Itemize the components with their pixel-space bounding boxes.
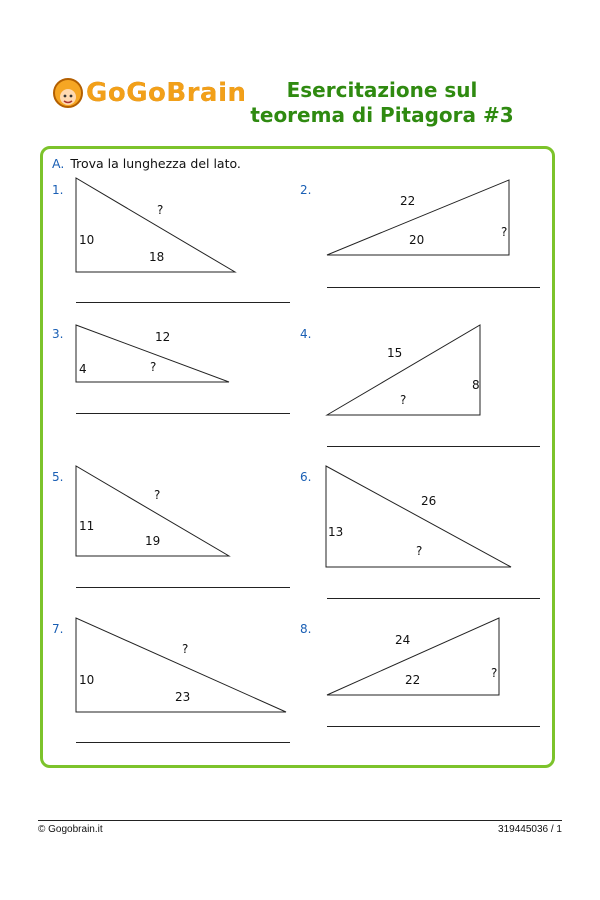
triangle-1-label-vertical: 10 bbox=[79, 233, 95, 247]
problem-number-6: 6. bbox=[300, 470, 312, 484]
triangle-1-label-hypotenuse: ? bbox=[157, 203, 164, 217]
problem-number-3: 3. bbox=[52, 327, 64, 341]
triangle-7-label-hypotenuse: ? bbox=[182, 642, 189, 656]
triangle-5-label-vertical: 11 bbox=[79, 519, 95, 533]
answer-line-5[interactable] bbox=[76, 587, 290, 588]
triangle-5-label-hypotenuse: ? bbox=[154, 488, 161, 502]
problem-number-1: 1. bbox=[52, 183, 64, 197]
footer-page-id: 319445036 / 1 bbox=[498, 824, 562, 835]
triangle-2-label-vertical: ? bbox=[501, 225, 508, 239]
problem-number-2: 2. bbox=[300, 183, 312, 197]
instruction-text: Trova la lunghezza del lato. bbox=[70, 156, 241, 171]
triangle-7-label-base: 23 bbox=[175, 690, 191, 704]
triangle-2-label-base: 20 bbox=[409, 233, 425, 247]
answer-line-4[interactable] bbox=[327, 446, 540, 447]
triangle-6-label-base: ? bbox=[416, 544, 423, 558]
triangle-6-label-hypotenuse: 26 bbox=[421, 494, 437, 508]
answer-line-8[interactable] bbox=[327, 726, 540, 727]
triangle-2-label-hypotenuse: 22 bbox=[400, 194, 416, 208]
footer-copyright: © Gogobrain.it bbox=[38, 824, 103, 835]
problem-number-7: 7. bbox=[52, 622, 64, 636]
answer-line-7[interactable] bbox=[76, 742, 290, 743]
answer-line-3[interactable] bbox=[76, 413, 290, 414]
title-line-1: Esercitazione sul bbox=[286, 78, 478, 102]
triangle-8-label-base: 22 bbox=[405, 673, 421, 687]
answer-line-2[interactable] bbox=[327, 287, 540, 288]
answer-line-6[interactable] bbox=[327, 598, 540, 599]
triangle-5-label-base: 19 bbox=[145, 534, 161, 548]
triangle-4-label-hypotenuse: 15 bbox=[387, 346, 403, 360]
triangle-4-label-vertical: 8 bbox=[472, 378, 480, 392]
triangle-3-label-vertical: 4 bbox=[79, 362, 87, 376]
problem-number-5: 5. bbox=[52, 470, 64, 484]
title-line-2: teorema di Pitagora #3 bbox=[250, 103, 514, 127]
triangle-7-label-vertical: 10 bbox=[79, 673, 95, 687]
triangle-4-label-base: ? bbox=[400, 393, 407, 407]
triangle-1-label-base: 18 bbox=[149, 250, 165, 264]
problem-number-8: 8. bbox=[300, 622, 312, 636]
triangle-3-label-hypotenuse: 12 bbox=[155, 330, 171, 344]
triangle-6-label-vertical: 13 bbox=[328, 525, 344, 539]
triangle-3-label-base: ? bbox=[150, 360, 157, 374]
triangle-8-label-hypotenuse: 24 bbox=[395, 633, 411, 647]
answer-line-1[interactable] bbox=[76, 302, 290, 303]
problem-number-4: 4. bbox=[300, 327, 312, 341]
footer-divider bbox=[38, 820, 562, 821]
section-letter: A. bbox=[52, 156, 65, 171]
triangle-8-label-vertical: ? bbox=[491, 666, 498, 680]
logo-text: GoGoBrain bbox=[86, 78, 247, 108]
